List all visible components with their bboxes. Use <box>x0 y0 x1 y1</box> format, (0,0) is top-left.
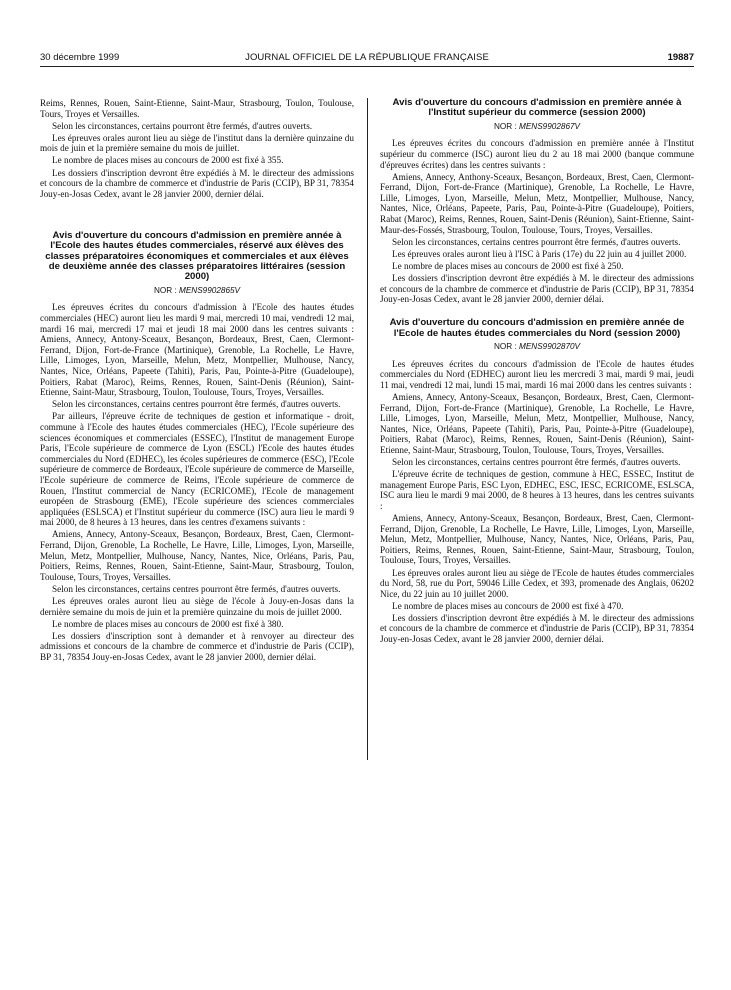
nor-label: NOR : <box>153 285 177 295</box>
paragraph: Les dossiers d'inscription sont à demander et à renvoyer au directeur des admissions et concours de la chambre de commerce et d'industrie de Paris (CCIP), BP 31, 78354 Jouy-en-Josas Cedex, avant le 28 janvier 2000, dernier délai. <box>40 630 354 662</box>
nor-code: MENS9902870V <box>519 342 581 352</box>
page-header <box>40 52 694 66</box>
nor-reference <box>380 342 694 353</box>
paragraph: Amiens, Annecy, Antony-Sceaux, Besançon, Bordeaux, Brest, Caen, Clermont-Ferrand, Dijon, Grenoble, La Rochelle, Le Havre, Lille, Limoges, Lyon, Marseille, Melun, Metz, Montpellier, Mulhouse, Nancy, Nantes, Nice, Orléans, Paris, Pau, Poitiers, Reims, Rennes, Rouen, Saint-Etienne, Saint-Maur, Strasbourg, Toulon, Toulouse, Tours, Troyes, Versailles. <box>40 529 354 582</box>
right-column <box>380 98 694 646</box>
paragraph: L'épreuve écrite de techniques de gestion, commune à HEC, ESSEC, Institut de management Europe Paris, ESC Lyon, EDHEC, ESC, IESC, ECRICOME, ESLSCA, ISC aura lieu le mardi 9 mai 2000, de 8 heures à 13 heures, dans les centres suivants : <box>380 469 694 511</box>
nor-code: MENS9902865V <box>179 285 241 295</box>
issue-date: 30 décembre 1999 <box>40 52 120 63</box>
paragraph: Reims, Rennes, Rouen, Saint-Etienne, Saint-Maur, Strasbourg, Toulon, Toulouse, Tours, Troyes et Versailles. <box>40 98 354 119</box>
paragraph: Le nombre de places mises au concours de 2000 est fixé à 250. <box>392 260 624 271</box>
paragraph: Le nombre de places mises au concours de 2000 est fixé à 355. <box>52 155 284 166</box>
journal-title: JOURNAL OFFICIEL DE LA RÉPUBLIQUE FRANÇAISE <box>245 52 489 63</box>
column-divider <box>367 98 368 760</box>
nor-code: MENS9902867V <box>519 121 581 131</box>
nor-reference <box>380 122 694 133</box>
paragraph: Les épreuves orales auront lieu au siège de l'institut dans la dernière quinzaine du mois de juin et la première semaine du mois de juillet. <box>40 132 354 154</box>
paragraph: Selon les circonstances, certains centres pourront être fermés, d'autres ouverts. <box>392 457 681 468</box>
paragraph: Les dossiers d'inscription devront être expédiés à M. le directeur des admissions et concours de la chambre de commerce et d'industrie de Paris (CCIP), BP 31, 78354 Jouy-en-Josas Cedex, avant le 28 janvier 2000, dernier délai. <box>40 167 354 199</box>
paragraph: Selon les circonstances, certains centres pourront être fermés, d'autres ouverts. <box>52 583 341 594</box>
paragraph: Les épreuves écrites du concours d'admission à l'Ecole des hautes études commerciales (HEC) auront lieu les mardi 9 mai, mercredi 10 mai, vendredi 12 mai, mardi 16 mai, mercredi 17 mai et jeudi 18 mai 2000 dans les centres suivants : Amiens, Annecy, Antony-Sceaux, Besançon, Bordeaux, Brest, Caen, Clermont-Ferrand, Dijon, Fort-de-France (Martinique), Grenoble, La Rochelle, Le Havre, Lille, Limoges, Lyon, Marseille, Melun, Metz, Montpellier, Mulhouse, Nancy, Nantes, Nice, Orléans, Papeete (Tahiti), Paris, Pau, Pointe-à-Pitre (Guadeloupe), Poitiers, Rabat (Maroc), Reims, Rennes, Rouen, Saint-Denis (Réunion), Saint-Etienne, Saint-Maur, Strasbourg, Toulon, Toulouse, Tours, Troyes, Versailles. <box>40 302 354 398</box>
notice-heading-isc: Avis d'ouverture du concours d'admission en première année à l'Institut supérieur du commerce (session 2000) <box>392 97 682 119</box>
left-column <box>40 98 354 664</box>
header-rule <box>40 66 694 67</box>
paragraph: Selon les circonstances, certains centres pourront être fermés, d'autres ouverts. <box>392 236 681 247</box>
paragraph: Le nombre de places mises au concours de 2000 est fixé à 470. <box>392 600 624 611</box>
paragraph: Les épreuves orales auront lieu au siège de l'école à Jouy-en-Josas dans la dernière semaine du mois de juin et la première quinzaine du mois de juillet 2000. <box>40 596 354 617</box>
paragraph: Amiens, Annecy, Antony-Sceaux, Besançon, Bordeaux, Brest, Caen, Clermont-Ferrand, Dijon, Fort-de-France (Martinique), Grenoble, La Rochelle, Le Havre, Lille, Limoges, Lyon, Marseille, Melun, Metz, Montpellier, Mulhouse, Nancy, Nantes, Nice, Orléans, Papeete (Tahiti), Paris, Pau, Pointe-à-Pitre (Guadeloupe), Poitiers, Rabat (Maroc), Reims, Rennes, Rouen, Saint-Denis (Réunion), Saint-Etienne, Saint-Maur, Strasbourg, Toulon, Toulouse, Tours, Troyes, Versailles. <box>380 392 694 455</box>
paragraph: Les dossiers d'inscription devront être expédiés à M. le directeur des admissions et concours de la chambre de commerce et d'industrie de Paris (CCIP), BP 31, 78354 Jouy-en-Josas Cedex, avant le 28 janvier 2000, dernier délai. <box>380 273 694 305</box>
paragraph: Selon les circonstances, certains pourront être fermés, d'autres ouverts. <box>52 120 313 131</box>
paragraph: Les épreuves écrites du concours d'admission de l'Ecole de hautes études commerciales du Nord (EDHEC) auront lieu les mercredi 3 mai, mardi 9 mai, jeudi 11 mai, vendredi 12 mai, lundi 15 mai, mardi 16 mai 2000 dans les centres suivants : <box>380 358 694 390</box>
paragraph: Les épreuves orales auront lieu au siège de l'Ecole de hautes études commerciales du Nord, 58, rue du Port, 59046 Lille Cedex, et 393, promenade des Anglais, 06202 Nice, du 22 juin au 10 juillet 2000. <box>380 567 694 599</box>
paragraph: Par ailleurs, l'épreuve écrite de techniques de gestion et informatique - droit, commune à l'Ecole des hautes études commerciales (HEC), l'Ecole supérieure des sciences économiques et commerciales (ESSEC), l'Institut de management Europe Paris, l'Ecole supérieure de commerce de Lyon (ESCL) l'Ecole des hautes études commerciales du Nord (EDHEC), les écoles supérieures de commerce (ESC), l'Ecole supérieure de commerce de Bordeaux, l'Ecole supérieure de commerce de Marseille, l'Ecole supérieure de commerce de Reims, l'Ecole supérieure de commerce de Rouen, l'Institut commercial de Nancy (ECRICOME), l'Ecole de management européen de Strasbourg (EME), l'Ecole supérieure des sciences commerciales appliquées (ESLSCA) et l'Institut supérieur du commerce (ISC) aura lieu le mardi 9 mai 2000, de 8 heures à 13 heures, dans les centres d'examens suivants : <box>40 411 354 528</box>
paragraph: Le nombre de places mises au concours de 2000 est fixé à 380. <box>52 618 284 629</box>
nor-label: NOR : <box>493 121 517 131</box>
nor-label: NOR : <box>493 342 517 352</box>
paragraph: Les dossiers d'inscription devront être expédiés à M. le directeur des admissions et concours de la chambre de commerce et d'industrie de Paris (CCIP), BP 31, 78354 Jouy-en-Josas Cedex, avant le 28 janvier 2000, dernier délai. <box>380 612 694 645</box>
notice-heading-edhec: Avis d'ouverture du concours d'admission en première année de l'Ecole de hautes études commerciales du Nord (session 2000) <box>389 317 685 339</box>
notice-heading-hec: Avis d'ouverture du concours d'admission en première année à l'Ecole des hautes études commerciales, réservé aux élèves des classes préparatoires économiques et commerciales et aux élèves de deuxième année des classes préparatoires littéraires (session 2000) <box>45 229 349 283</box>
paragraph: Amiens, Annecy, Antony-Sceaux, Besançon, Bordeaux, Brest, Caen, Clermont-Ferrand, Dijon, Grenoble, La Rochelle, Le Havre, Lille, Limoges, Lyon, Marseille, Melun, Metz, Montpellier, Mulhouse, Nancy, Nantes, Nice, Orléans, Paris, Pau, Poitiers, Reims, Rennes, Rouen, Saint-Etienne, Saint-Maur, Strasbourg, Toulon, Toulouse, Tours, Troyes, Versailles. <box>380 513 694 566</box>
page-number: 19887 <box>667 52 694 63</box>
paragraph: Les épreuves orales auront lieu à l'ISC à Paris (17e) du 22 juin au 4 juillet 2000. <box>392 248 687 259</box>
paragraph: Selon les circonstances, certains centres pourront être fermés, d'autres ouverts. <box>52 399 341 410</box>
nor-reference <box>40 286 354 297</box>
paragraph: Amiens, Annecy, Anthony-Sceaux, Besançon, Bordeaux, Brest, Caen, Clermont-Ferrand, Dijon, Fort-de-France (Martinique), Grenoble, La Rochelle, Le Havre, Lille, Limoges, Lyon, Marseille, Melun, Metz, Montpellier, Mulhouse, Nancy, Nantes, Nice, Orléans, Papeete, Paris, Pau, Pointe-à-Pitre (Guadeloupe), Poitiers, Rabat (Maroc), Reims, Rennes, Rouen, Saint-Denis (Réunion), Saint-Etienne, Saint-Maur-des-Fossés, Strasbourg, Toulon, Toulouse, Tours, Troyes, Versailles. <box>380 171 694 235</box>
paragraph: Les épreuves écrites du concours d'admission en première année à l'Institut supérieur du commerce (ISC) auront lieu du 2 au 18 mai 2000 (banque commune d'épreuves écrites) dans les centres suivants : <box>380 138 694 170</box>
